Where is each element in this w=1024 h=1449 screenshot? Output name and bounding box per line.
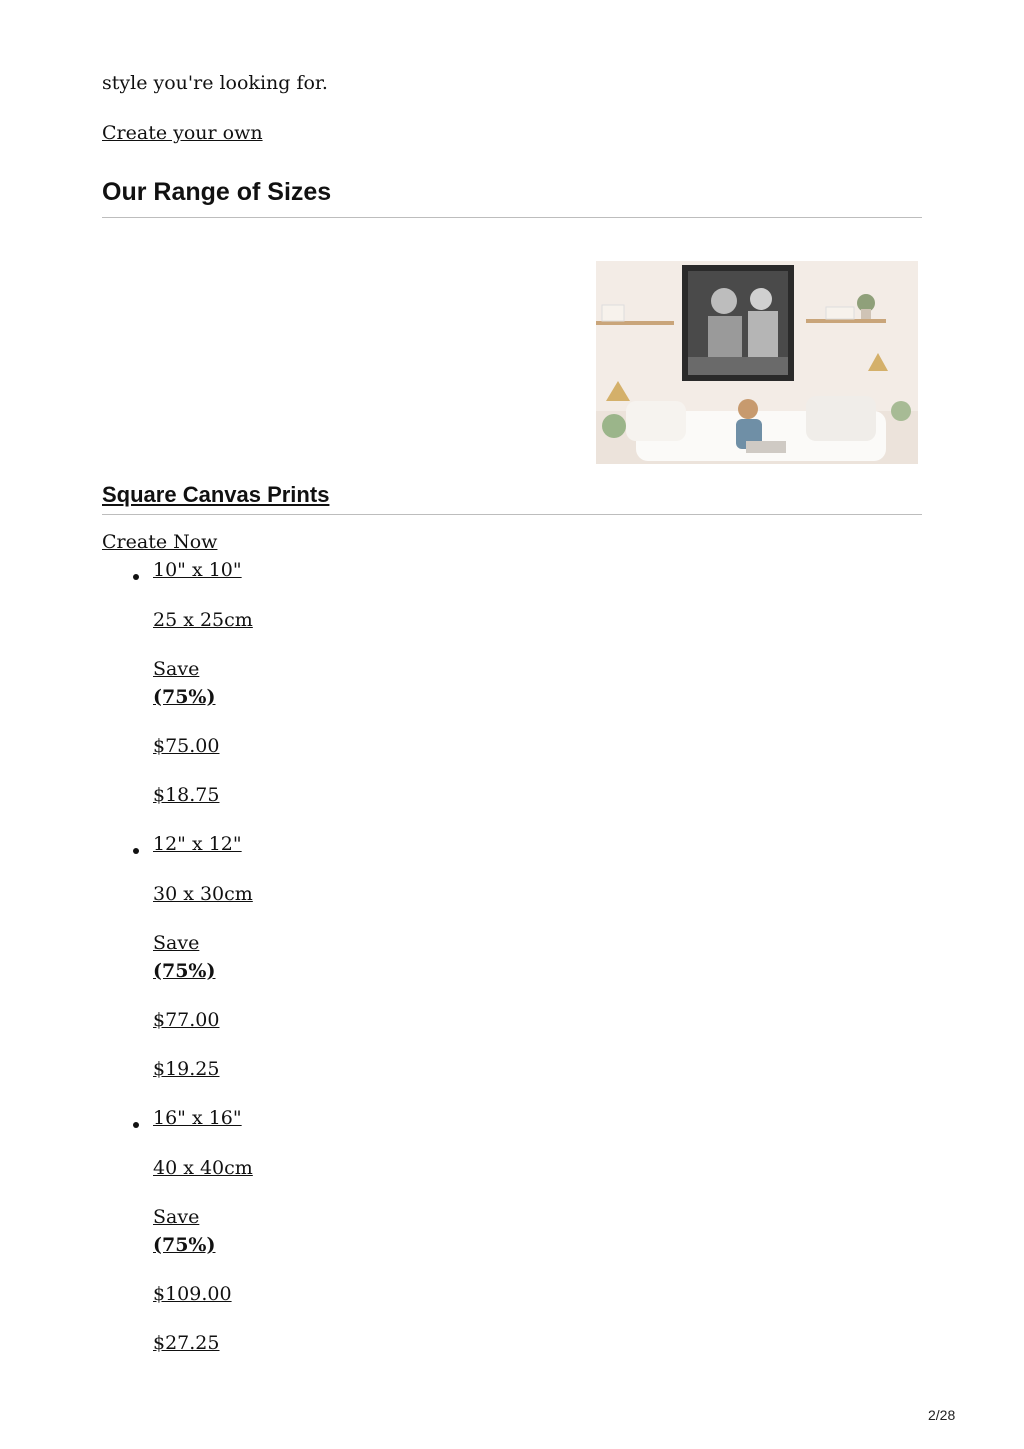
size-inches-link[interactable]: 10" x 10" bbox=[153, 559, 242, 581]
size-list bbox=[102, 558, 253, 1380]
canvas-living-room-photo bbox=[596, 261, 918, 464]
square-canvas-prints-heading bbox=[102, 482, 922, 515]
original-price-link[interactable]: $77.00 bbox=[153, 1009, 220, 1031]
size-cm-link[interactable]: 25 x 25cm bbox=[153, 609, 253, 631]
save-percent-link[interactable]: (75%) bbox=[153, 960, 216, 982]
size-cm-link[interactable]: 30 x 30cm bbox=[153, 883, 253, 905]
page-number: 2/28 bbox=[928, 1407, 956, 1423]
size-cm-link[interactable]: 40 x 40cm bbox=[153, 1157, 253, 1179]
save-label-link[interactable]: Save bbox=[153, 1206, 200, 1228]
bullet-dot bbox=[133, 1122, 139, 1128]
sale-price-link[interactable]: $19.25 bbox=[153, 1058, 220, 1080]
original-price-link[interactable]: $109.00 bbox=[153, 1283, 232, 1305]
size-item bbox=[102, 1106, 253, 1380]
create-now-link[interactable]: Create Now bbox=[102, 531, 218, 553]
save-label-link[interactable]: Save bbox=[153, 932, 200, 954]
save-percent-link[interactable]: (75%) bbox=[153, 1234, 216, 1256]
size-item bbox=[102, 558, 253, 832]
original-price-link[interactable]: $75.00 bbox=[153, 735, 220, 757]
bullet-dot bbox=[133, 848, 139, 854]
size-inches-link[interactable]: 16" x 16" bbox=[153, 1107, 242, 1129]
save-percent-link[interactable]: (75%) bbox=[153, 686, 216, 708]
intro-text: style you're looking for. bbox=[102, 72, 328, 94]
sale-price-link[interactable]: $18.75 bbox=[153, 784, 220, 806]
size-inches-link[interactable]: 12" x 12" bbox=[153, 833, 242, 855]
size-item bbox=[102, 832, 253, 1106]
create-your-own-link[interactable]: Create your own bbox=[102, 122, 263, 144]
square-canvas-prints-link[interactable]: Square Canvas Prints bbox=[102, 482, 330, 507]
sale-price-link[interactable]: $27.25 bbox=[153, 1332, 220, 1354]
range-of-sizes-heading: Our Range of Sizes bbox=[102, 178, 922, 218]
save-label-link[interactable]: Save bbox=[153, 658, 200, 680]
bullet-dot bbox=[133, 574, 139, 580]
